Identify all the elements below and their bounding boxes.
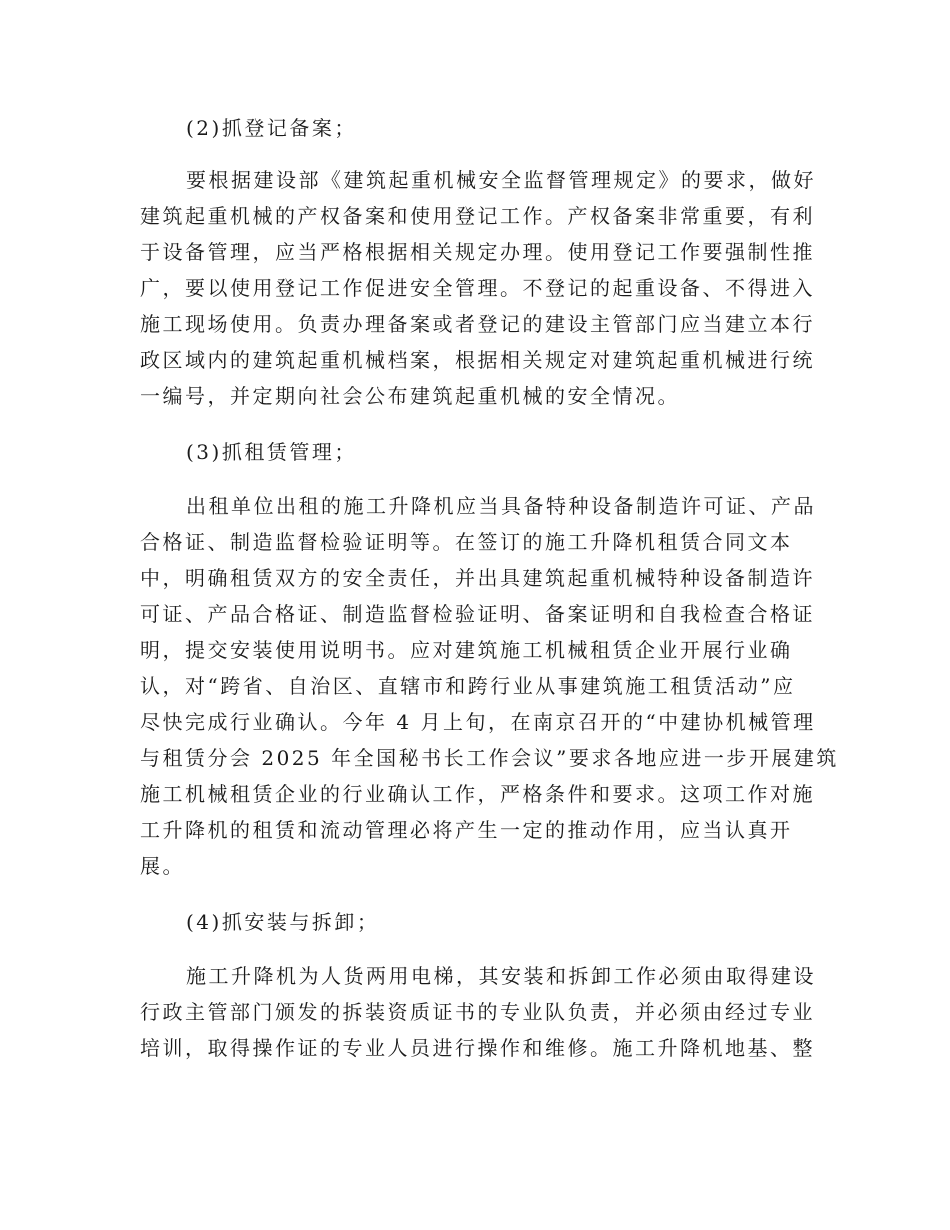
paragraph-line: 合格证、制造监督检验证明等。在签订的施工升降机租赁合同文本 xyxy=(140,530,793,554)
paragraph-line: 工升降机的租赁和流动管理必将产生一定的推动作用，应当认真开 xyxy=(140,818,793,842)
paragraph-line: 一编号，并定期向社会公布建筑起重机械的安全情况。 xyxy=(140,384,680,408)
paragraph-line: 尽快完成行业确认。今年 4 月上旬，在南京召开的“中建协机械管理 xyxy=(140,710,816,734)
paragraph-line: 于设备管理，应当严格根据相关规定办理。使用登记工作要强制性推 xyxy=(140,240,815,264)
section-heading-2: (2)抓登记备案； xyxy=(186,116,357,140)
paragraph-line: 施工机械租赁企业的行业确认工作，严格条件和要求。这项工作对施 xyxy=(140,782,815,806)
paragraph-line: 培训，取得操作证的专业人员进行操作和维修。施工升降机地基、整 xyxy=(140,1036,815,1060)
paragraph-line: 建筑起重机械的产权备案和使用登记工作。产权备案非常重要，有利 xyxy=(140,204,815,228)
paragraph-line: 可证、产品合格证、制造监督检验证明、备案证明和自我检查合格证 xyxy=(140,602,815,626)
paragraph-line: 出租单位出租的施工升降机应当具备特种设备制造许可证、产品 xyxy=(186,494,816,518)
paragraph-line: 施工现场使用。负责办理备案或者登记的建设主管部门应当建立本行 xyxy=(140,312,815,336)
paragraph-line: 认，对“跨省、自治区、直辖市和跨行业从事建筑施工租赁活动”应 xyxy=(140,674,796,698)
paragraph-line: 明，提交安装使用说明书。应对建筑施工机械租赁企业开展行业确 xyxy=(140,638,793,662)
paragraph-line: 中，明确租赁双方的安全责任，并出具建筑起重机械特种设备制造许 xyxy=(140,566,815,590)
paragraph-line: 与租赁分会 2025 年全国秘书长工作会议”要求各地应进一步开展建筑 xyxy=(140,746,839,770)
section-heading-4: (4)抓安装与拆卸； xyxy=(186,910,380,934)
section-heading-3: (3)抓租赁管理； xyxy=(186,440,357,464)
paragraph-line: 行政主管部门颁发的拆装资质证书的专业队负责，并必须由经过专业 xyxy=(140,1000,815,1024)
paragraph-line: 施工升降机为人货两用电梯，其安装和拆卸工作必须由取得建设 xyxy=(186,964,816,988)
paragraph-line: 展。 xyxy=(140,854,185,878)
paragraph-line: 要根据建设部《建筑起重机械安全监督管理规定》的要求，做好 xyxy=(186,168,816,192)
paragraph-line: 政区域内的建筑起重机械档案，根据相关规定对建筑起重机械进行统 xyxy=(140,348,815,372)
paragraph-line: 广，要以使用登记工作促进安全管理。不登记的起重设备、不得进入 xyxy=(140,276,815,300)
